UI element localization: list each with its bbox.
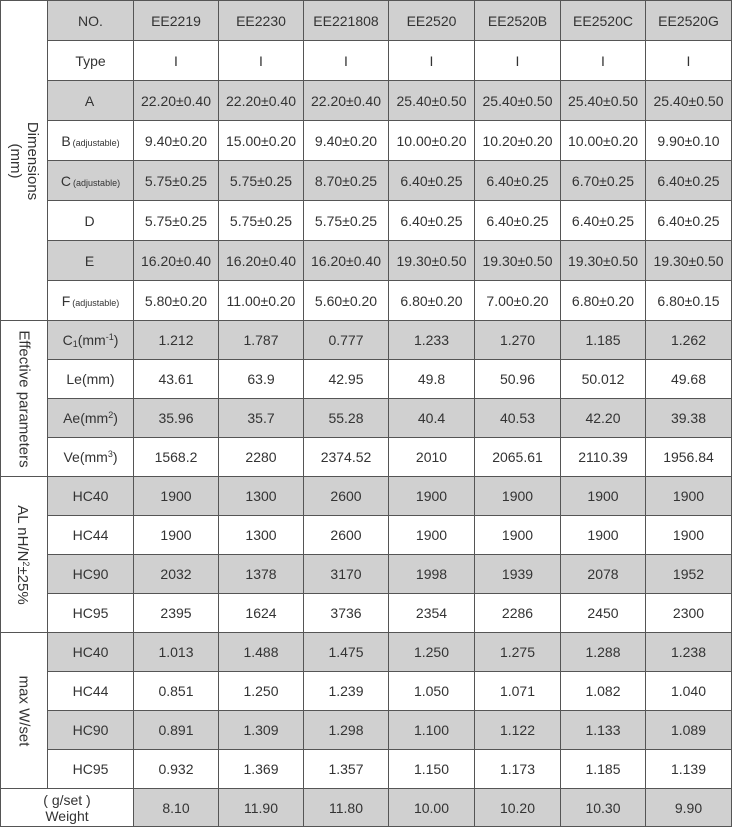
table-row	[1, 516, 732, 555]
table-cell: 2374.52	[304, 438, 389, 477]
table-cell: 2286	[475, 594, 561, 633]
table-cell: 0.932	[134, 750, 219, 789]
table-cell: 1.250	[389, 633, 475, 672]
table-cell: 1900	[646, 477, 732, 516]
table-cell: 1.270	[475, 321, 561, 360]
table-row	[1, 321, 732, 360]
header-row	[1, 1, 732, 41]
table-cell: 1900	[646, 516, 732, 555]
table-cell: 1.100	[389, 711, 475, 750]
table-cell: 42.20	[561, 399, 646, 438]
table-cell: 1378	[219, 555, 304, 594]
table-cell: 1.050	[389, 672, 475, 711]
table-cell: 2110.39	[561, 438, 646, 477]
table-cell: 5.75±0.25	[134, 201, 219, 241]
table-cell: 1.185	[561, 750, 646, 789]
table-cell: 40.4	[389, 399, 475, 438]
row-label: Le(mm)	[48, 360, 134, 399]
table-cell: 6.80±0.20	[389, 281, 475, 321]
table-cell: 6.40±0.25	[646, 161, 732, 201]
row-label: HC90	[48, 555, 134, 594]
header-cell: EE2230	[219, 1, 304, 41]
dimensions-label: Dimensions	[24, 121, 41, 200]
header-cell: EE221808	[304, 1, 389, 41]
table-cell: 39.38	[646, 399, 732, 438]
table-row	[1, 438, 732, 477]
row-label: HC44	[48, 516, 134, 555]
table-cell: 1.787	[219, 321, 304, 360]
table-cell: 9.90	[646, 789, 732, 827]
table-cell: 1.013	[134, 633, 219, 672]
table-row	[1, 81, 732, 121]
table-cell: 6.40±0.25	[389, 161, 475, 201]
header-cell: EE2520	[389, 1, 475, 41]
table-cell: 6.40±0.25	[561, 201, 646, 241]
table-cell: 1900	[134, 477, 219, 516]
table-cell: 1.040	[646, 672, 732, 711]
table-cell: 5.75±0.25	[304, 201, 389, 241]
table-cell: 22.20±0.40	[219, 81, 304, 121]
row-label: HC40	[48, 477, 134, 516]
table-row	[1, 121, 732, 161]
table-cell: 8.10	[134, 789, 219, 827]
table-row	[1, 281, 732, 321]
table-cell: 6.40±0.25	[646, 201, 732, 241]
table-cell: 1.233	[389, 321, 475, 360]
table-row	[1, 399, 732, 438]
table-cell: I	[475, 41, 561, 81]
table-cell: I	[219, 41, 304, 81]
table-cell: 1.475	[304, 633, 389, 672]
row-label: $Ve(mm^3)$	[48, 438, 134, 477]
table-cell: 1.250	[219, 672, 304, 711]
table-cell: 9.40±0.20	[304, 121, 389, 161]
table-cell: 1900	[561, 516, 646, 555]
table-cell: 2032	[134, 555, 219, 594]
row-label: E	[48, 241, 134, 281]
row-label: D	[48, 201, 134, 241]
table-cell: 1900	[561, 477, 646, 516]
row-label: C (adjustable)	[48, 161, 134, 201]
table-cell: 1.309	[219, 711, 304, 750]
table-cell: 1.185	[561, 321, 646, 360]
row-label: HC95	[48, 594, 134, 633]
header-cell: EE2520B	[475, 1, 561, 41]
table-cell: 5.80±0.20	[134, 281, 219, 321]
table-cell: 1.150	[389, 750, 475, 789]
table-cell: 2600	[304, 516, 389, 555]
row-label: HC40	[48, 633, 134, 672]
table-cell: 6.40±0.25	[475, 161, 561, 201]
header-cell: NO.	[48, 1, 134, 41]
table-cell: 5.75±0.25	[134, 161, 219, 201]
table-cell: 0.851	[134, 672, 219, 711]
table-cell: 1.133	[561, 711, 646, 750]
table-cell: 1300	[219, 477, 304, 516]
table-cell: 2078	[561, 555, 646, 594]
row-label: A	[48, 81, 134, 121]
table-cell: 6.40±0.25	[475, 201, 561, 241]
table-cell: 2600	[304, 477, 389, 516]
table-cell: 3170	[304, 555, 389, 594]
table-cell: 0.891	[134, 711, 219, 750]
table-cell: 35.96	[134, 399, 219, 438]
table-cell: 1.369	[219, 750, 304, 789]
table-cell: 1952	[646, 555, 732, 594]
table-cell: 2450	[561, 594, 646, 633]
table-cell: 10.00	[389, 789, 475, 827]
header-cell: EE2520C	[561, 1, 646, 41]
table-cell: 5.75±0.25	[219, 201, 304, 241]
table-cell: 1900	[389, 516, 475, 555]
table-cell: 1900	[475, 477, 561, 516]
table-cell: 2065.61	[475, 438, 561, 477]
table-row	[1, 360, 732, 399]
table-cell: 6.80±0.15	[646, 281, 732, 321]
table-row	[1, 201, 732, 241]
table-cell: 19.30±0.50	[475, 241, 561, 281]
table-cell: 42.95	[304, 360, 389, 399]
table-cell: 2280	[219, 438, 304, 477]
header-cell: EE2219	[134, 1, 219, 41]
table-cell: 25.40±0.50	[475, 81, 561, 121]
table-cell: 2354	[389, 594, 475, 633]
table-cell: 10.00±0.20	[389, 121, 475, 161]
table-cell: 1956.84	[646, 438, 732, 477]
table-cell: 10.20	[475, 789, 561, 827]
table-cell: 11.80	[304, 789, 389, 827]
table-cell: 6.80±0.20	[561, 281, 646, 321]
table-cell: 1.357	[304, 750, 389, 789]
table-cell: 22.20±0.40	[134, 81, 219, 121]
table-cell: 49.8	[389, 360, 475, 399]
type-row	[1, 41, 732, 81]
table-cell: 11.00±0.20	[219, 281, 304, 321]
table-cell: 1900	[134, 516, 219, 555]
table-cell: 25.40±0.50	[561, 81, 646, 121]
table-cell: 1900	[389, 477, 475, 516]
table-cell: 15.00±0.20	[219, 121, 304, 161]
table-cell: 1.071	[475, 672, 561, 711]
table-cell: 1.082	[561, 672, 646, 711]
table-cell: 1998	[389, 555, 475, 594]
table-cell: 10.30	[561, 789, 646, 827]
table-cell: 19.30±0.50	[389, 241, 475, 281]
table-row	[1, 672, 732, 711]
table-cell: 16.20±0.40	[134, 241, 219, 281]
table-cell: 16.20±0.40	[304, 241, 389, 281]
table-cell: 9.90±0.10	[646, 121, 732, 161]
row-label: $Ae(mm^2)$	[48, 399, 134, 438]
table-row	[1, 711, 732, 750]
table-cell: 6.70±0.25	[561, 161, 646, 201]
table-cell: 1.122	[475, 711, 561, 750]
al-label: AL nH/N	[14, 504, 31, 561]
table-cell: 43.61	[134, 360, 219, 399]
row-label: HC44	[48, 672, 134, 711]
dimensions-unit: (mm)	[7, 143, 24, 178]
table-cell: 1.212	[134, 321, 219, 360]
table-cell: 1.288	[561, 633, 646, 672]
table-cell: 19.30±0.50	[646, 241, 732, 281]
weight-label: ( g/set ) Weight	[1, 789, 134, 827]
table-cell: 25.40±0.50	[646, 81, 732, 121]
table-cell: 8.70±0.25	[304, 161, 389, 201]
table-cell: I	[561, 41, 646, 81]
table-cell: 16.20±0.40	[219, 241, 304, 281]
row-label: $C_1(mm^{-1})$	[48, 321, 134, 360]
row-label: F (adjustable)	[48, 281, 134, 321]
table-cell: 40.53	[475, 399, 561, 438]
table-cell: 50.96	[475, 360, 561, 399]
table-row	[1, 241, 732, 281]
maxw-label: max W/set	[15, 675, 33, 746]
table-cell: 22.20±0.40	[304, 81, 389, 121]
row-label: B (adjustable)	[48, 121, 134, 161]
table-cell: I	[646, 41, 732, 81]
table-cell: 49.68	[646, 360, 732, 399]
table-cell: 10.00±0.20	[561, 121, 646, 161]
table-cell: 2395	[134, 594, 219, 633]
al-group-label: AL $nH/N^2\pm 25\%$	[1, 477, 48, 633]
table-cell: 9.40±0.20	[134, 121, 219, 161]
table-cell: 1.139	[646, 750, 732, 789]
table-cell: 63.9	[219, 360, 304, 399]
table-cell: 25.40±0.50	[389, 81, 475, 121]
table-row	[1, 555, 732, 594]
table-cell: I	[304, 41, 389, 81]
table-row	[1, 594, 732, 633]
effective-group-label	[1, 321, 48, 477]
row-label: HC95	[48, 750, 134, 789]
table-cell: 1568.2	[134, 438, 219, 477]
table-cell: 35.7	[219, 399, 304, 438]
table-cell: 1.262	[646, 321, 732, 360]
table-cell: 55.28	[304, 399, 389, 438]
table-cell: 7.00±0.20	[475, 281, 561, 321]
table-row	[1, 633, 732, 672]
table-cell: 50.012	[561, 360, 646, 399]
table-cell: 10.20±0.20	[475, 121, 561, 161]
weight-row	[1, 789, 732, 827]
table-cell: 1.173	[475, 750, 561, 789]
table-cell: 11.90	[219, 789, 304, 827]
table-cell: I	[389, 41, 475, 81]
table-row	[1, 750, 732, 789]
table-cell: 1.239	[304, 672, 389, 711]
dimensions-group-label	[1, 1, 48, 321]
table-cell: 1624	[219, 594, 304, 633]
table-cell: 1300	[219, 516, 304, 555]
table-row	[1, 161, 732, 201]
table-cell: 1.488	[219, 633, 304, 672]
table-cell: 1939	[475, 555, 561, 594]
row-label: Type	[48, 41, 134, 81]
table-cell: 2300	[646, 594, 732, 633]
table-cell: 3736	[304, 594, 389, 633]
table-cell: 6.40±0.25	[389, 201, 475, 241]
table-cell: 1.089	[646, 711, 732, 750]
table-row	[1, 477, 732, 516]
table-cell: 1.275	[475, 633, 561, 672]
table-cell: I	[134, 41, 219, 81]
table-cell: 1.238	[646, 633, 732, 672]
row-label: HC90	[48, 711, 134, 750]
table-cell: 0.777	[304, 321, 389, 360]
maxw-group-label	[1, 633, 48, 789]
header-cell: EE2520G	[646, 1, 732, 41]
table-cell: 5.75±0.25	[219, 161, 304, 201]
table-cell: 1900	[475, 516, 561, 555]
table-cell: 2010	[389, 438, 475, 477]
table-cell: 19.30±0.50	[561, 241, 646, 281]
table-cell: 5.60±0.20	[304, 281, 389, 321]
effective-label: Effective parameters	[15, 329, 33, 468]
table-cell: 1.298	[304, 711, 389, 750]
